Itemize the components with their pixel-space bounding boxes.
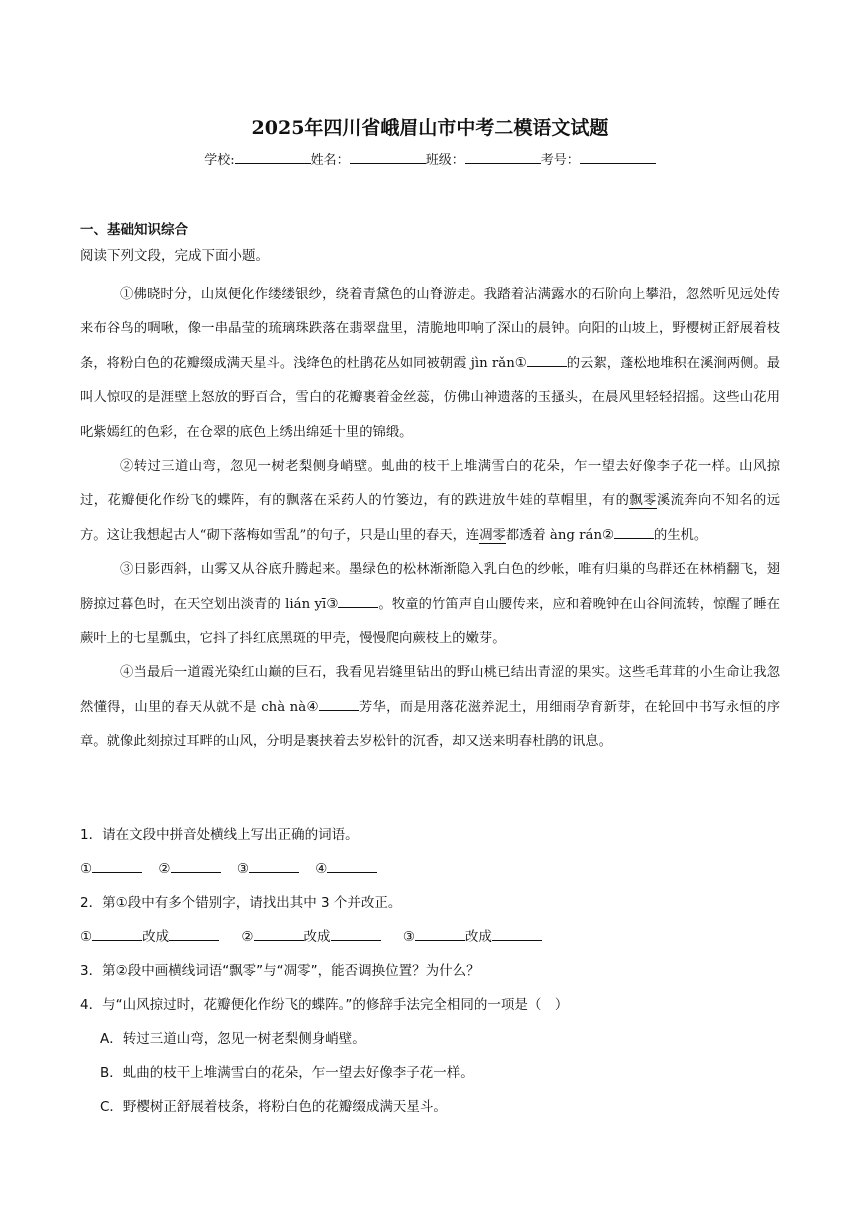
school-blank[interactable] — [235, 149, 311, 164]
answer-blank[interactable] — [249, 858, 299, 873]
answer-blank[interactable] — [92, 858, 142, 873]
answer-blank[interactable] — [171, 858, 221, 873]
question-1: 1．请在文段中拼音处横线上写出正确的词语。 — [80, 827, 359, 843]
pinyin-blank-4[interactable] — [319, 698, 359, 711]
question-1-answers: ① ② ③ ④ — [80, 852, 780, 886]
class-blank[interactable] — [465, 149, 541, 164]
pinyin-blank-1[interactable] — [527, 354, 567, 367]
answer-blank[interactable] — [92, 926, 142, 941]
name-label: 姓名： — [310, 153, 350, 168]
pinyin-blank-3[interactable] — [338, 595, 378, 608]
name-blank[interactable] — [350, 149, 426, 164]
school-label: 学校: — [204, 153, 235, 168]
question-3: 3．第②段中画横线词语“飘零”与“凋零”，能否调换位置？为什么？ — [80, 963, 480, 979]
section-title: 一、基础知识综合 — [80, 222, 188, 238]
paragraph-4: ④当最后一道霞光染红山巅的巨石，我看见岩缝里钻出的野山桃已结出青涩的果实。这些毛茸茸的小生命让我忽然懂得，山里的春天从就不是 chà nà④ 芳华，而是用落花滋养泥土，用细雨孕育新芽，在轮回中书写永恒的序章。就像此刻掠过耳畔的山风，分明是裹挟着去岁松针的沉香，却又送来明春杜鹃的讯息。 — [80, 665, 780, 750]
underlined-word-diaoling: 凋零 — [479, 527, 506, 543]
reading-instruction: 阅读下列文段，完成下面小题。 — [80, 248, 269, 264]
answer-blank[interactable] — [415, 926, 465, 941]
pinyin-blank-2[interactable] — [614, 526, 654, 539]
exam-no-label: 考号： — [540, 153, 580, 168]
answer-blank[interactable] — [492, 926, 542, 941]
paragraph-2: ②转过三道山弯，忽见一树老梨侧身峭壁。虬曲的枝干上堆满雪白的花朵，乍一望去好像李子花一样。山风掠过，花瓣便化作纷飞的蝶阵，有的飘落在采药人的竹篓边，有的跌进放牛娃的草帽里，有的飘零溪流奔向不知名的远方。这让我想起古人“砌下落梅如雪乱”的句子，只是山里的春天，连凋零都透着 àng rán② 的生机。 — [80, 459, 781, 543]
answer-blank[interactable] — [331, 926, 381, 941]
option-b[interactable]: B．虬曲的枝干上堆满雪白的花朵，乍一望去好像李子花一样。 — [100, 1065, 474, 1081]
paragraph-1: ①佛晓时分，山岚便化作缕缕银纱，绕着青黛色的山脊游走。我踏着沾满露水的石阶向上攀沿，忽然听见远处传来布谷鸟的啁啾，像一串晶莹的琉璃珠跌落在翡翠盘里，清脆地叩响了深山的晨钟。向阳的山坡上，野樱树正舒展着枝条，将粉白色的花瓣缀成满天星斗。浅绛色的杜鹃花丛如同被朝霞 jìn rǎn① 的云絮，蓬松地堆积在溪涧两侧。最叫人惊叹的是涯壁上怒放的野百合，雪白的花瓣裹着金丝蕊，仿佛山神遗落的玉搔头，在晨风里轻轻招摇。这些山花用叱紫嫣红的色彩，在仓翠的底色上绣出绵延十里的锦缎。 — [80, 287, 780, 440]
reading-passage — [80, 278, 780, 760]
paragraph-3: ③日影西斜，山雾又从谷底升腾起来。墨绿色的松林渐渐隐入乳白色的纱帐，唯有归巢的鸟群还在林梢翻飞，翅膀掠过暮色时，在天空划出淡青的 lián yī③ 。牧童的竹笛声自山腰传来，应和着晚钟在山谷间流转，惊醒了睡在蕨叶上的七星瓢虫，它抖了抖红底黑斑的甲壳，慢慢爬向蕨枝上的嫩芽。 — [80, 562, 781, 647]
page-title: 2025年四川省峨眉山市中考二模语文试题 — [251, 117, 609, 139]
question-2-answers: ① 改成 ② 改成 ③ 改成 — [80, 920, 780, 954]
questions — [80, 818, 780, 1124]
answer-blank[interactable] — [169, 926, 219, 941]
question-2: 2．第①段中有多个错别字，请找出其中 3 个并改正。 — [80, 895, 402, 911]
question-4: 4．与“山风掠过时，花瓣便化作纷飞的蝶阵。”的修辞手法完全相同的一项是（ ） — [80, 997, 569, 1013]
option-c[interactable]: C．野樱树正舒展着枝条，将粉白色的花瓣缀成满天星斗。 — [100, 1099, 447, 1115]
underlined-word-piaoling: 飘零 — [629, 493, 657, 509]
option-a[interactable]: A．转过三道山弯，忽见一树老梨侧身峭壁。 — [100, 1031, 366, 1047]
answer-blank[interactable] — [254, 926, 304, 941]
class-label: 班级： — [425, 153, 465, 168]
exam-no-blank[interactable] — [580, 149, 656, 164]
answer-blank[interactable] — [327, 858, 377, 873]
student-info-line — [0, 149, 860, 171]
